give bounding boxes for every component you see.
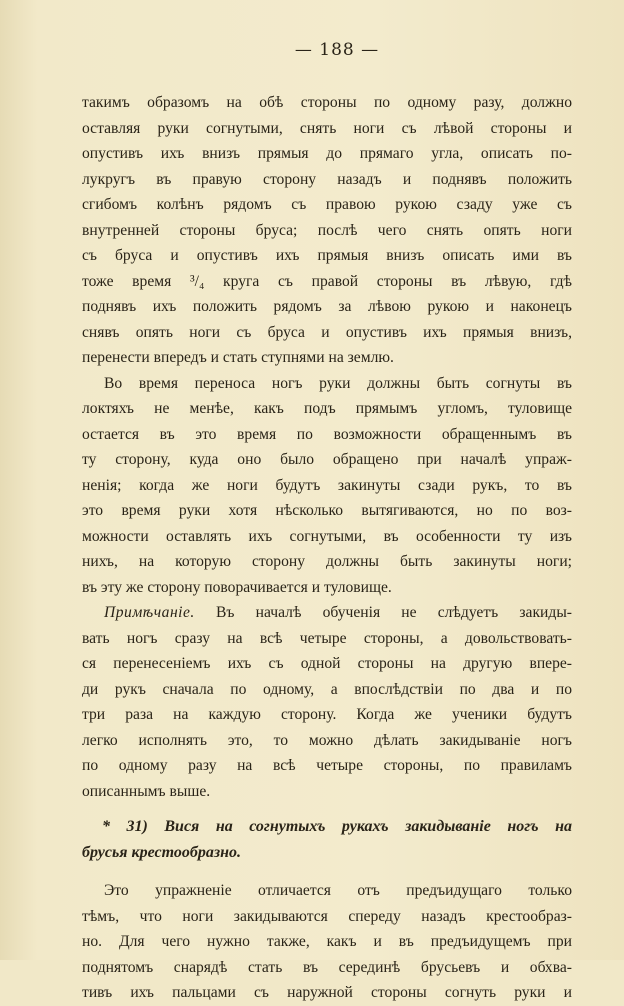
page-number: — 188 — xyxy=(294,40,380,60)
heading-line: брусья крестообразно. xyxy=(82,844,241,861)
text-line: локтяхъ не менѣе, какъ подъ прямымъ угломъ, туловище xyxy=(82,400,572,417)
text-line: сгибомъ колѣнъ рядомъ съ правою рукою сзаду уже съ xyxy=(82,196,572,213)
text-line: внутренней стороны бруса; послѣ чего снять опять ноги xyxy=(82,221,572,239)
text-line: въ эту же сторону поворачивается и туловище. xyxy=(82,578,392,596)
note-first-line xyxy=(82,600,572,626)
section-heading xyxy=(82,814,572,866)
paragraph-1 xyxy=(82,90,572,371)
text-line: ди рукъ сначала по одному, а впослѣдствіи по два и по xyxy=(82,680,572,698)
text-line: тѣмъ, что ноги закидываются спереду назадъ крестообраз- xyxy=(82,907,572,925)
heading-line: * 31) Вися на согнутыхъ рукахъ закидываніе ногъ на xyxy=(102,818,572,835)
text-line: три раза на каждую сторону. Когда же ученики будутъ xyxy=(82,706,572,723)
text-line: ненія; когда же ноги будутъ закинуты сзади рукъ, то въ xyxy=(82,476,572,494)
text-line: поднявъ ихъ положить рядомъ за лѣвою рукою и наконецъ xyxy=(82,298,572,315)
paragraph-2 xyxy=(82,371,572,601)
text-line: снявъ опять ноги съ бруса и опустивъ ихъ прямыя внизъ, xyxy=(82,323,572,341)
text-line: поднятомъ снарядѣ стать въ серединѣ брусьевъ и обхва- xyxy=(82,958,572,976)
text-line: по одному разу на всѣ четыре стороны, по правиламъ xyxy=(82,757,572,774)
text-line: но. Для чего нужно также, какъ и въ предъидущемъ при xyxy=(82,933,572,950)
text-line: описаннымъ выше. xyxy=(82,782,211,800)
text-line: перенести впередъ и стать ступнями на землю. xyxy=(82,349,394,366)
text-line: нихъ, на которую сторону должны быть закинуты ноги; xyxy=(82,553,572,570)
text-line: лукругъ въ правую сторону назадъ и поднявъ положить xyxy=(82,170,572,188)
note-label: Примѣчаніе. xyxy=(104,604,195,621)
text-line: Во время переноса ногъ руки должны быть согнуты въ xyxy=(104,374,572,392)
note-first-line-text: Въ началѣ обученія не слѣдуетъ закиды- xyxy=(194,604,572,621)
text-line: опустивъ ихъ внизъ прямыя до прямаго угла, описать по- xyxy=(82,145,572,162)
text-line: съ бруса и опустивъ ихъ прямыя внизъ описать ими въ xyxy=(82,247,572,264)
text-line: легко исполнять это, то можно дѣлать закидываніе ногъ xyxy=(82,731,572,749)
text-line: остается въ это время по возможности обращеннымъ въ xyxy=(82,425,572,443)
text-line: вать ногъ сразу на всѣ четыре стороны, а довольствовать- xyxy=(82,629,572,647)
text-line: такимъ образомъ на обѣ стороны по одному разу, должно xyxy=(82,94,572,111)
text-line: оставляя руки согнутыми, снять ноги съ лѣвой стороны и xyxy=(82,119,572,137)
text-line: тивъ ихъ пальцами съ наружной стороны согнуть руки и xyxy=(82,984,572,1001)
text-line: это время руки хотя нѣсколько вытягиваются, но по воз- xyxy=(82,502,572,519)
text-line: можности оставлять ихъ согнутыми, въ особенности ту изъ xyxy=(82,527,572,545)
text-line: ся перенесеніемъ ихъ съ одной стороны на другую впере- xyxy=(82,655,572,672)
note-paragraph xyxy=(82,600,572,804)
paragraph-3 xyxy=(82,878,572,1006)
text-line: ту сторону, куда оно было обращено при началѣ упраж- xyxy=(82,451,572,468)
text-line: Это упражненіе отличается отъ предъидущаго только xyxy=(104,882,572,899)
text-line: тоже время ³/₄ круга съ правой стороны въ лѣвую, гдѣ xyxy=(82,272,572,290)
